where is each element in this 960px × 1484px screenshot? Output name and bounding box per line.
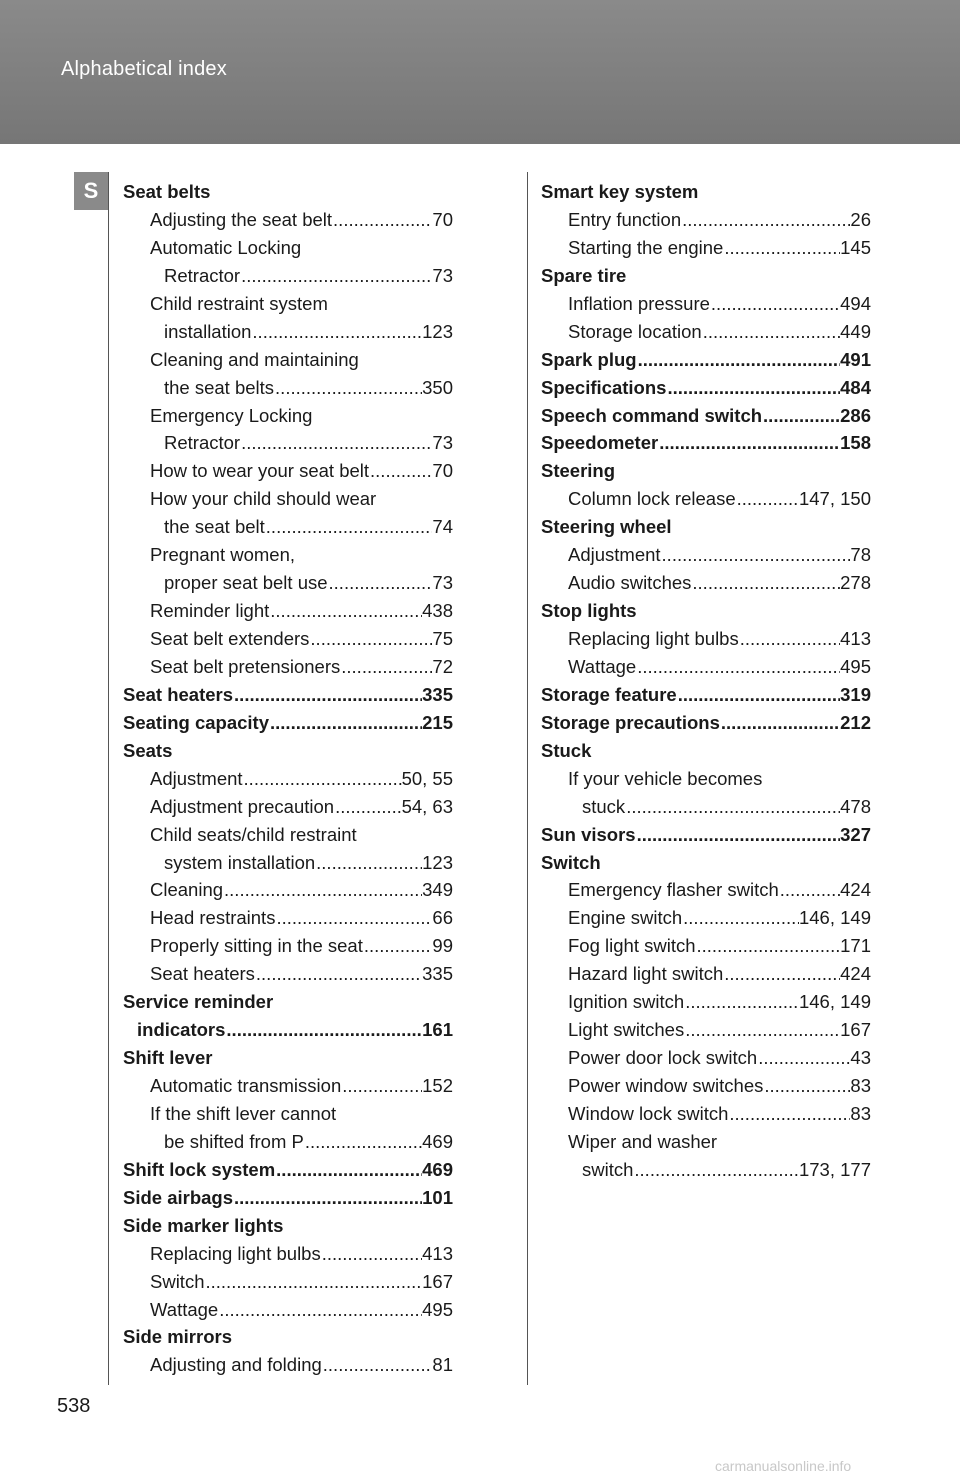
- index-term: Ignition switch: [568, 991, 685, 1013]
- leader-dots: [205, 1268, 423, 1296]
- index-entry: [123, 318, 453, 346]
- index-entry: [541, 1072, 871, 1100]
- leader-dots: [696, 932, 841, 960]
- leader-dots: [691, 569, 840, 597]
- page-reference: 215: [422, 711, 453, 733]
- page-reference: 26: [850, 208, 871, 230]
- index-term: Switch: [541, 851, 601, 873]
- leader-dots: [251, 318, 422, 346]
- index-entry: [541, 876, 871, 904]
- index-term: Seat belt pretensioners: [150, 655, 341, 677]
- page-reference: 123: [422, 851, 453, 873]
- index-entry: [123, 1323, 453, 1351]
- index-term: Audio switches: [568, 572, 692, 594]
- index-term: Stuck: [541, 739, 592, 761]
- leader-dots: [684, 988, 799, 1016]
- leader-dots: [736, 485, 799, 513]
- index-entry: [123, 485, 453, 513]
- page-reference: 327: [840, 823, 871, 845]
- index-term: Wattage: [568, 655, 637, 677]
- leader-dots: [240, 262, 432, 290]
- leader-dots: [633, 1156, 799, 1184]
- index-term: Side marker lights: [123, 1214, 284, 1236]
- index-term: Power door lock switch: [568, 1047, 758, 1069]
- letter-tab: S: [74, 172, 108, 210]
- page-reference: 99: [432, 935, 453, 957]
- index-term: Adjustment: [150, 767, 243, 789]
- index-entry: [123, 849, 453, 877]
- index-entry: [541, 429, 871, 457]
- index-term: How your child should wear: [150, 488, 377, 510]
- leader-dots: [275, 1156, 422, 1184]
- page-reference: 147, 150: [798, 488, 871, 510]
- index-entry: [541, 793, 871, 821]
- index-entry: [123, 904, 453, 932]
- leader-dots: [637, 346, 841, 374]
- index-entry: [123, 1072, 453, 1100]
- page-reference: 349: [422, 879, 453, 901]
- index-entry: [541, 206, 871, 234]
- index-term: Replacing light bulbs: [568, 628, 739, 649]
- index-term: Emergency Locking: [150, 404, 313, 426]
- leader-dots: [779, 876, 840, 904]
- index-entry: [541, 569, 871, 597]
- leader-dots: [661, 541, 851, 569]
- index-entry: [123, 681, 453, 709]
- index-entry: [541, 1044, 871, 1072]
- index-term: Storage precautions: [541, 711, 720, 733]
- index-entry: [541, 402, 871, 430]
- index-term: Head restraints: [150, 907, 276, 929]
- page-reference: 335: [422, 683, 453, 705]
- index-entry: [541, 1100, 871, 1128]
- page-reference: 495: [422, 1298, 453, 1320]
- index-entry: [541, 849, 871, 877]
- page-reference: 478: [840, 795, 871, 817]
- index-entry: [123, 709, 453, 737]
- page-reference: 158: [840, 432, 871, 454]
- index-term: Stop lights: [541, 600, 637, 622]
- index-term: Hazard light switch: [568, 963, 724, 985]
- leader-dots: [762, 402, 840, 430]
- index-entry: [123, 178, 453, 206]
- index-term: Light switches: [568, 1019, 685, 1041]
- index-term: Pregnant women,: [150, 544, 296, 566]
- index-term: Automatic transmission: [150, 1075, 342, 1096]
- index-term: Inflation pressure: [568, 292, 710, 314]
- page-reference: 70: [432, 460, 453, 482]
- index-entry: [541, 457, 871, 485]
- page-reference: 424: [840, 963, 871, 985]
- index-term: Adjusting and folding: [150, 1354, 322, 1376]
- index-entry: [123, 457, 453, 485]
- index-entry: [123, 653, 453, 681]
- leader-dots: [274, 374, 422, 402]
- leader-dots: [309, 625, 432, 653]
- index-entry: [541, 765, 871, 793]
- leader-dots: [658, 429, 840, 457]
- page-reference: 50, 55: [401, 767, 453, 789]
- index-term: Shift lever: [123, 1047, 213, 1069]
- index-term: switch: [582, 1158, 634, 1180]
- index-entry: [541, 709, 871, 737]
- index-entry: [123, 960, 453, 988]
- index-entry: [123, 290, 453, 318]
- leader-dots: [225, 1016, 422, 1044]
- watermark: carmanualsonline.info: [715, 1458, 852, 1474]
- page-reference: 152: [422, 1075, 453, 1096]
- page-reference: 495: [840, 655, 871, 677]
- leader-dots: [702, 318, 840, 346]
- index-entry: [123, 429, 453, 457]
- page-reference: 491: [840, 348, 871, 370]
- index-entry: [123, 1156, 453, 1184]
- page-reference: 278: [840, 572, 871, 594]
- index-term: Emergency flasher switch: [568, 879, 779, 901]
- index-term: Side airbags: [123, 1186, 234, 1208]
- leader-dots: [739, 625, 840, 653]
- leader-dots: [269, 709, 422, 737]
- index-entry: [541, 262, 871, 290]
- leader-dots: [328, 569, 433, 597]
- page-reference: 167: [422, 1270, 453, 1292]
- index-entry: [123, 1351, 453, 1379]
- leader-dots: [757, 1044, 850, 1072]
- index-entry: [123, 1184, 453, 1212]
- index-entry: [123, 1100, 453, 1128]
- index-term: Adjusting the seat belt: [150, 208, 333, 230]
- leader-dots: [243, 765, 402, 793]
- index-entry: [123, 737, 453, 765]
- index-entry: [541, 485, 871, 513]
- page-reference: 286: [840, 404, 871, 426]
- index-term: Shift lock system: [123, 1158, 276, 1180]
- page-reference: 319: [840, 683, 871, 705]
- index-entry: [541, 904, 871, 932]
- index-column-left: [123, 178, 453, 1379]
- index-entry: [123, 1212, 453, 1240]
- leader-dots: [369, 457, 432, 485]
- index-term: the seat belt: [164, 516, 265, 538]
- page-reference: 469: [422, 1130, 453, 1152]
- index-entry: [541, 681, 871, 709]
- page-reference: 73: [432, 572, 453, 594]
- leader-dots: [625, 793, 840, 821]
- index-entry: [541, 346, 871, 374]
- index-term: Storage feature: [541, 683, 677, 705]
- index-term: Retractor: [164, 264, 241, 286]
- index-term: Steering: [541, 460, 616, 482]
- index-term: Cleaning and maintaining: [150, 348, 359, 370]
- index-term: Speech command switch: [541, 404, 763, 426]
- leader-dots: [636, 821, 841, 849]
- index-term: Seat belts: [123, 181, 211, 202]
- index-entry: [541, 960, 871, 988]
- page-reference: 413: [422, 1242, 453, 1264]
- index-term: Window lock switch: [568, 1102, 729, 1124]
- index-term: Adjustment: [568, 544, 661, 566]
- index-term: Seat heaters: [123, 683, 234, 705]
- index-entry: [123, 765, 453, 793]
- index-entry: [541, 178, 871, 206]
- index-term: Replacing light bulbs: [150, 1242, 321, 1264]
- leader-dots: [682, 904, 799, 932]
- page-reference: 146, 149: [798, 907, 871, 929]
- index-entry: [541, 290, 871, 318]
- index-entry: [123, 1016, 453, 1044]
- index-entry: [541, 1156, 871, 1184]
- leader-dots: [340, 653, 432, 681]
- index-term: Retractor: [164, 432, 241, 454]
- index-entry: [123, 1128, 453, 1156]
- index-entry: [123, 513, 453, 541]
- header-title: Alphabetical index: [61, 58, 227, 80]
- page-reference: 484: [840, 376, 871, 398]
- page-reference: 438: [422, 600, 453, 622]
- index-entry: [541, 234, 871, 262]
- leader-dots: [265, 513, 433, 541]
- index-term: Side mirrors: [123, 1326, 232, 1348]
- leader-dots: [233, 681, 422, 709]
- index-term: Starting the engine: [568, 236, 724, 258]
- index-term: system installation: [164, 851, 316, 873]
- leader-dots: [723, 960, 840, 988]
- index-term: installation: [164, 320, 252, 342]
- index-entry: [541, 597, 871, 625]
- index-term: Entry function: [568, 208, 682, 230]
- index-entry: [541, 932, 871, 960]
- index-term: How to wear your seat belt: [150, 460, 370, 482]
- index-entry: [123, 569, 453, 597]
- index-term: Switch: [150, 1270, 205, 1292]
- page-reference: 54, 63: [401, 795, 453, 817]
- index-entry: [123, 932, 453, 960]
- page-reference: 161: [422, 1019, 453, 1041]
- leader-dots: [255, 960, 422, 988]
- leader-dots: [341, 1072, 422, 1100]
- index-entry: [541, 318, 871, 346]
- leader-dots: [275, 904, 432, 932]
- index-entry: [541, 625, 871, 653]
- leader-dots: [723, 234, 840, 262]
- page-reference: 335: [422, 963, 453, 985]
- leader-dots: [322, 1351, 433, 1379]
- index-entry: [123, 597, 453, 625]
- leader-dots: [332, 206, 432, 234]
- index-term: Seat belt extenders: [150, 628, 310, 649]
- index-term: Spark plug: [541, 348, 637, 370]
- index-term: the seat belts: [164, 376, 275, 398]
- index-entry: [123, 541, 453, 569]
- index-term: indicators: [137, 1019, 226, 1041]
- leader-dots: [720, 709, 840, 737]
- index-term: Cleaning: [150, 879, 224, 901]
- page-reference: 494: [840, 292, 871, 314]
- page-reference: 83: [850, 1075, 871, 1096]
- page-reference: 350: [422, 376, 453, 398]
- index-entry: [123, 206, 453, 234]
- page-reference: 73: [432, 432, 453, 454]
- index-entry: [123, 988, 453, 1016]
- leader-dots: [681, 206, 850, 234]
- index-term: Sun visors: [541, 823, 636, 845]
- page-reference: 173, 177: [798, 1158, 871, 1180]
- leader-dots: [636, 653, 840, 681]
- index-term: Wattage: [150, 1298, 219, 1320]
- page-reference: 171: [840, 935, 871, 957]
- index-term: Spare tire: [541, 264, 627, 286]
- index-term: If your vehicle becomes: [568, 767, 763, 789]
- page-header: [0, 0, 960, 144]
- index-entry: [123, 262, 453, 290]
- index-term: Automatic Locking: [150, 236, 302, 258]
- left-column-divider: [108, 172, 109, 1385]
- index-entry: [541, 737, 871, 765]
- leader-dots: [218, 1296, 422, 1324]
- index-term: Reminder light: [150, 600, 270, 622]
- page-reference: 123: [422, 320, 453, 342]
- leader-dots: [315, 849, 422, 877]
- index-term: Child restraint system: [150, 292, 328, 314]
- index-entry: [541, 1128, 871, 1156]
- index-entry: [123, 1268, 453, 1296]
- index-entry: [123, 876, 453, 904]
- index-term: Specifications: [541, 376, 667, 398]
- index-entry: [541, 541, 871, 569]
- page-reference: 78: [850, 544, 871, 566]
- index-term: Adjustment precaution: [150, 795, 335, 817]
- index-term: Speedometer: [541, 432, 659, 454]
- page-reference: 75: [432, 628, 453, 649]
- index-term: Wiper and washer: [568, 1130, 718, 1152]
- index-term: be shifted from P: [164, 1130, 304, 1152]
- index-entry: [123, 1296, 453, 1324]
- index-term: Column lock release: [568, 488, 736, 510]
- page-reference: 424: [840, 879, 871, 901]
- index-entry: [541, 821, 871, 849]
- leader-dots: [728, 1100, 850, 1128]
- index-entry: [123, 346, 453, 374]
- page-reference: 146, 149: [798, 991, 871, 1013]
- index-term: Child seats/child restraint: [150, 823, 357, 845]
- index-term: Seats: [123, 739, 173, 761]
- leader-dots: [321, 1240, 422, 1268]
- index-entry: [123, 234, 453, 262]
- index-entry: [541, 653, 871, 681]
- index-entry: [541, 513, 871, 541]
- leader-dots: [240, 429, 432, 457]
- page-reference: 145: [840, 236, 871, 258]
- page-reference: 70: [432, 208, 453, 230]
- index-term: Storage location: [568, 320, 702, 342]
- page-reference: 43: [850, 1047, 871, 1069]
- page-reference: 73: [432, 264, 453, 286]
- leader-dots: [710, 290, 840, 318]
- index-entry: [123, 402, 453, 430]
- page-reference: 101: [422, 1186, 453, 1208]
- page-reference: 74: [432, 516, 453, 538]
- index-term: Properly sitting in the seat: [150, 935, 363, 957]
- leader-dots: [666, 374, 840, 402]
- page-number: 538: [57, 1395, 91, 1417]
- index-term: Seat heaters: [150, 963, 255, 985]
- index-term: Engine switch: [568, 907, 683, 929]
- index-entry: [123, 625, 453, 653]
- leader-dots: [334, 793, 401, 821]
- leader-dots: [269, 597, 422, 625]
- page-reference: 413: [840, 628, 871, 649]
- index-column-right: [541, 178, 871, 1184]
- index-term: Service reminder: [123, 991, 274, 1013]
- leader-dots: [304, 1128, 422, 1156]
- index-term: If the shift lever cannot: [150, 1102, 337, 1124]
- index-entry: [541, 1016, 871, 1044]
- index-entry: [541, 374, 871, 402]
- index-entry: [123, 374, 453, 402]
- index-term: Steering wheel: [541, 516, 672, 538]
- leader-dots: [684, 1016, 840, 1044]
- page-reference: 469: [422, 1158, 453, 1180]
- index-term: Fog light switch: [568, 935, 696, 957]
- index-entry: [123, 1044, 453, 1072]
- index-entry: [541, 988, 871, 1016]
- page-reference: 81: [432, 1354, 453, 1376]
- leader-dots: [363, 932, 433, 960]
- page-reference: 66: [432, 907, 453, 929]
- index-entry: [123, 793, 453, 821]
- page-reference: 167: [840, 1019, 871, 1041]
- leader-dots: [233, 1184, 422, 1212]
- page-reference: 72: [432, 655, 453, 677]
- leader-dots: [223, 876, 422, 904]
- leader-dots: [763, 1072, 850, 1100]
- index-term: Smart key system: [541, 181, 699, 202]
- page-reference: 449: [840, 320, 871, 342]
- page-reference: 83: [850, 1102, 871, 1124]
- index-term: Power window switches: [568, 1075, 764, 1096]
- index-entry: [123, 821, 453, 849]
- leader-dots: [677, 681, 840, 709]
- index-term: stuck: [582, 795, 626, 817]
- index-entry: [123, 1240, 453, 1268]
- index-term: Seating capacity: [123, 711, 270, 733]
- index-term: proper seat belt use: [164, 572, 328, 594]
- center-column-divider: [527, 172, 528, 1385]
- page-reference: 212: [840, 711, 871, 733]
